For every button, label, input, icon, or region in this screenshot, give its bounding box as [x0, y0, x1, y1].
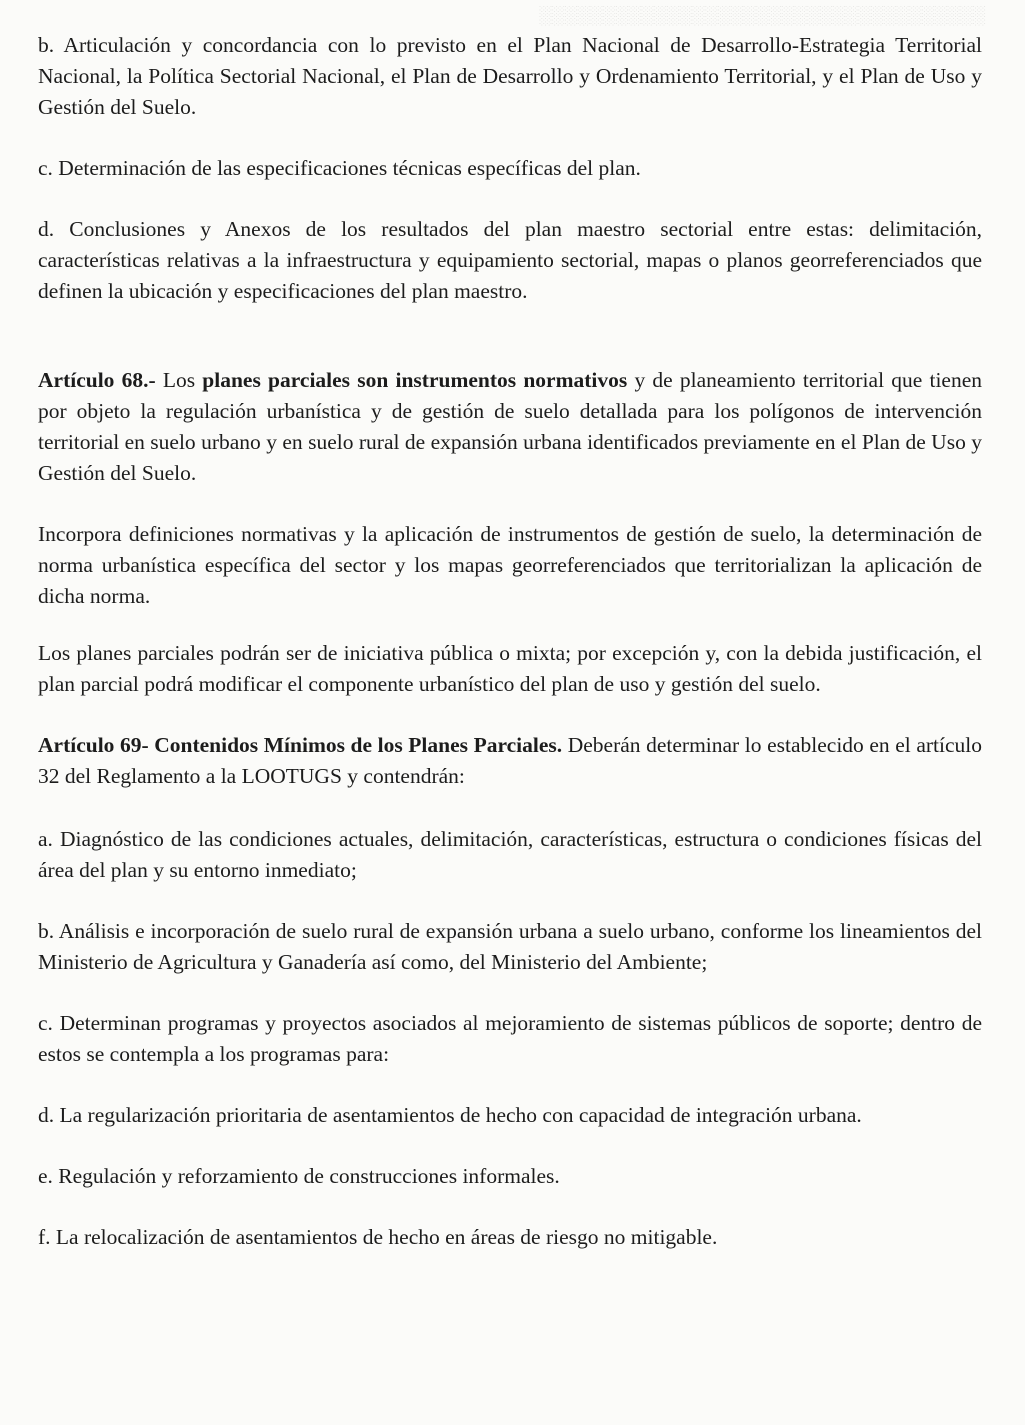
- article-69-item-f: f. La relocalización de asentamientos de hecho en áreas de riesgo no mitigable.: [38, 1225, 718, 1249]
- article-69-label: Artículo 69- Contenidos Mínimos de los Planes Parciales.: [38, 733, 563, 757]
- article-69-item-b: b. Análisis e incorporación de suelo rural de expansión urbana a suelo urbano, conforme los lineamientos del Ministerio de Agricultura y Ganadería así como, del Ministerio del Ambiente;: [38, 919, 982, 974]
- paragraph-b-articulacion: b. Articulación y concordancia con lo previsto en el Plan Nacional de Desarrollo-Estrategia Territorial Nacional, la Política Sectorial Nacional, el Plan de Desarrollo y Ordenamiento Territorial, y el Plan de Uso y Gestión del Suelo.: [38, 33, 982, 119]
- article-68: [38, 365, 982, 489]
- article-68-paragraph-2: Incorpora definiciones normativas y la aplicación de instrumentos de gestión de suelo, la determinación de norma urbanística específica del sector y los mapas georreferenciados que territorializan la aplicación de dicha norma.: [38, 522, 982, 608]
- document-page: [38, 30, 982, 1253]
- paragraph-d-conclusiones: d. Conclusiones y Anexos de los resultados del plan maestro sectorial entre estas: delimitación, características relativas a la infraestructura y equipamiento sectorial, mapas o planos georreferenciados que definen la ubicación y especificaciones del plan maestro.: [38, 217, 982, 303]
- article-68-intro: Los: [155, 368, 203, 392]
- article-69-item-d: d. La regularización prioritaria de asentamientos de hecho con capacidad de integración urbana.: [38, 1103, 862, 1127]
- article-68-text: y de planeamiento territorial que tienen por objeto la regulación urbanística y de gestión de suelo detallada para los polígonos de intervención territorial en suelo urbano y en suelo rural de expansión urbana identificados previamente en el Plan de Uso y Gestión del Suelo.: [38, 368, 983, 485]
- article-69-item-e: e. Regulación y reforzamiento de construcciones informales.: [38, 1164, 560, 1188]
- scan-bleed-through: ░░░░░░░░░░░░░░░░░░░░░░░░░░░░░░░░░░░: [539, 5, 986, 25]
- article-68-label: Artículo 68.-: [38, 368, 156, 392]
- paragraph-c-determinacion: c. Determinación de las especificaciones técnicas específicas del plan.: [38, 156, 641, 180]
- article-69-item-c: c. Determinan programas y proyectos asociados al mejoramiento de sistemas públicos de soporte; dentro de estos se contempla a los programas para:: [38, 1011, 982, 1066]
- article-68-bold-phrase: planes parciales son instrumentos normativos: [202, 368, 628, 392]
- article-69-item-a: a. Diagnóstico de las condiciones actuales, delimitación, características, estructura o condiciones físicas del área del plan y su entorno inmediato;: [38, 827, 982, 882]
- article-69: [38, 730, 982, 792]
- article-69-text: Deberán determinar lo establecido en el artículo 32 del Reglamento a la LOOTUGS y contendrán:: [38, 733, 982, 788]
- article-68-paragraph-3: Los planes parciales podrán ser de iniciativa pública o mixta; por excepción y, con la debida justificación, el plan parcial podrá modificar el componente urbanístico del plan de uso y gestión del suelo.: [38, 641, 982, 696]
